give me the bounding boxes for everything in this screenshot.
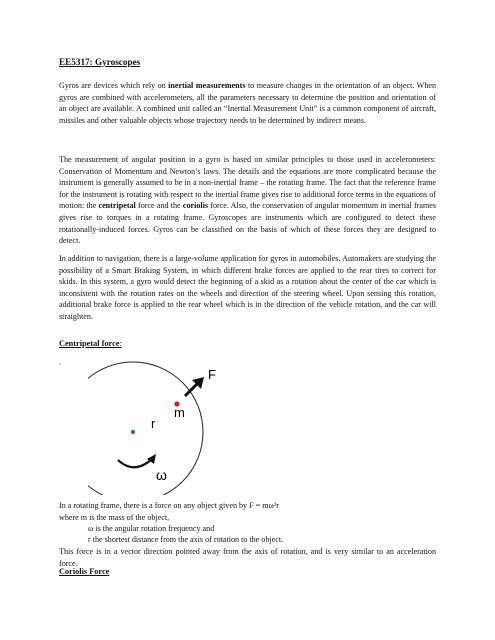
label-F: F bbox=[208, 367, 216, 382]
text-run: Gyros are devices which rely on bbox=[59, 81, 169, 90]
label-r: r bbox=[151, 416, 156, 431]
text-run: force. Also, the conservation of angular momentum in inertial frames gives rise to torques in a rotating frame. Gyroscopes are instruments which are configured to detect these rotationally-induced forces. Gyros can be classified on the basis of which of these forces they are designed to detect. bbox=[59, 201, 437, 246]
stray-mark bbox=[59, 363, 61, 365]
section-heading-centripetal bbox=[59, 339, 122, 348]
force-arrow-icon bbox=[185, 377, 204, 396]
paragraph-intro bbox=[59, 80, 436, 126]
text-run: inertial measurements bbox=[168, 81, 246, 90]
rotation-circle bbox=[88, 362, 203, 495]
label-omega: ω bbox=[156, 467, 167, 483]
text-run: centripetal bbox=[98, 201, 136, 211]
rotation-arrow-icon bbox=[118, 454, 156, 467]
label-m: m bbox=[174, 405, 185, 420]
section-heading-centripetal-colon: : bbox=[119, 339, 122, 348]
force-direction-text: This force is in a vector direction pointed away from the axis of rotation, and is very similar to an acceleration force. bbox=[59, 547, 436, 568]
paragraph-measurement bbox=[59, 154, 436, 247]
text-run: In addition to navigation, there is a large-volume application for gyros in automobiles. Automakers are studying the possibility of a Smart Braking System, in which different brake forces are applied to the rear tires to correct for skids. In this system, a gyro would detect the beginning of a skid as a rotation about the center of the car which is inconsistent with the rotation rates on the wheels and direction of the steering wheel. Upon sensing this rotation, additional brake force is applied to the rear wheel which is in the direction of the vehicle rotation, and the car will straighten. bbox=[59, 254, 436, 321]
text-run: to measure changes in the orientation of an object. When gyros are combined with accelerometers, all the parameters necessary to determine the position and orientation of an object are available. A combined unit called an “Inertial Measurement Unit” is a common component of aircraft, missiles and other valuable objects whose trajectory needs to be determined by indirect means. bbox=[59, 81, 437, 125]
centripetal-equation-line: In a rotating frame, there is a force on any object given by F = mω²r bbox=[59, 501, 279, 510]
page-title: EE5317: Gyroscopes bbox=[59, 57, 141, 67]
section-heading-coriolis: Coriolis Force bbox=[59, 567, 110, 576]
text-run: force and the bbox=[135, 201, 183, 211]
text-run: The measurement of angular position in a gyro is based on similar principles to those used in accelerometers: Conservation of Momentum and Newton’s laws. The details and the equations are more complicated because the instrument is generally assumed to be in a non-inertial frame – the rotating frame. The fact that the reference frame for the instrument is rotating with respect to the inertial frame gives rise to additional force terms in the equations of motion: the bbox=[59, 155, 436, 211]
text-run: coriolis bbox=[182, 201, 209, 211]
definition-r: r the shortest distance from the axis of rotation to the object. bbox=[88, 535, 284, 544]
section-heading-centripetal-text: Centripetal force bbox=[59, 339, 120, 348]
definition-m: where m is the mass of the object, bbox=[59, 513, 170, 522]
axis-center-dot bbox=[131, 430, 135, 434]
centripetal-figure bbox=[88, 355, 278, 495]
paragraph-automotive bbox=[59, 253, 436, 323]
definition-omega: ω is the angular rotation frequency and bbox=[88, 524, 215, 533]
